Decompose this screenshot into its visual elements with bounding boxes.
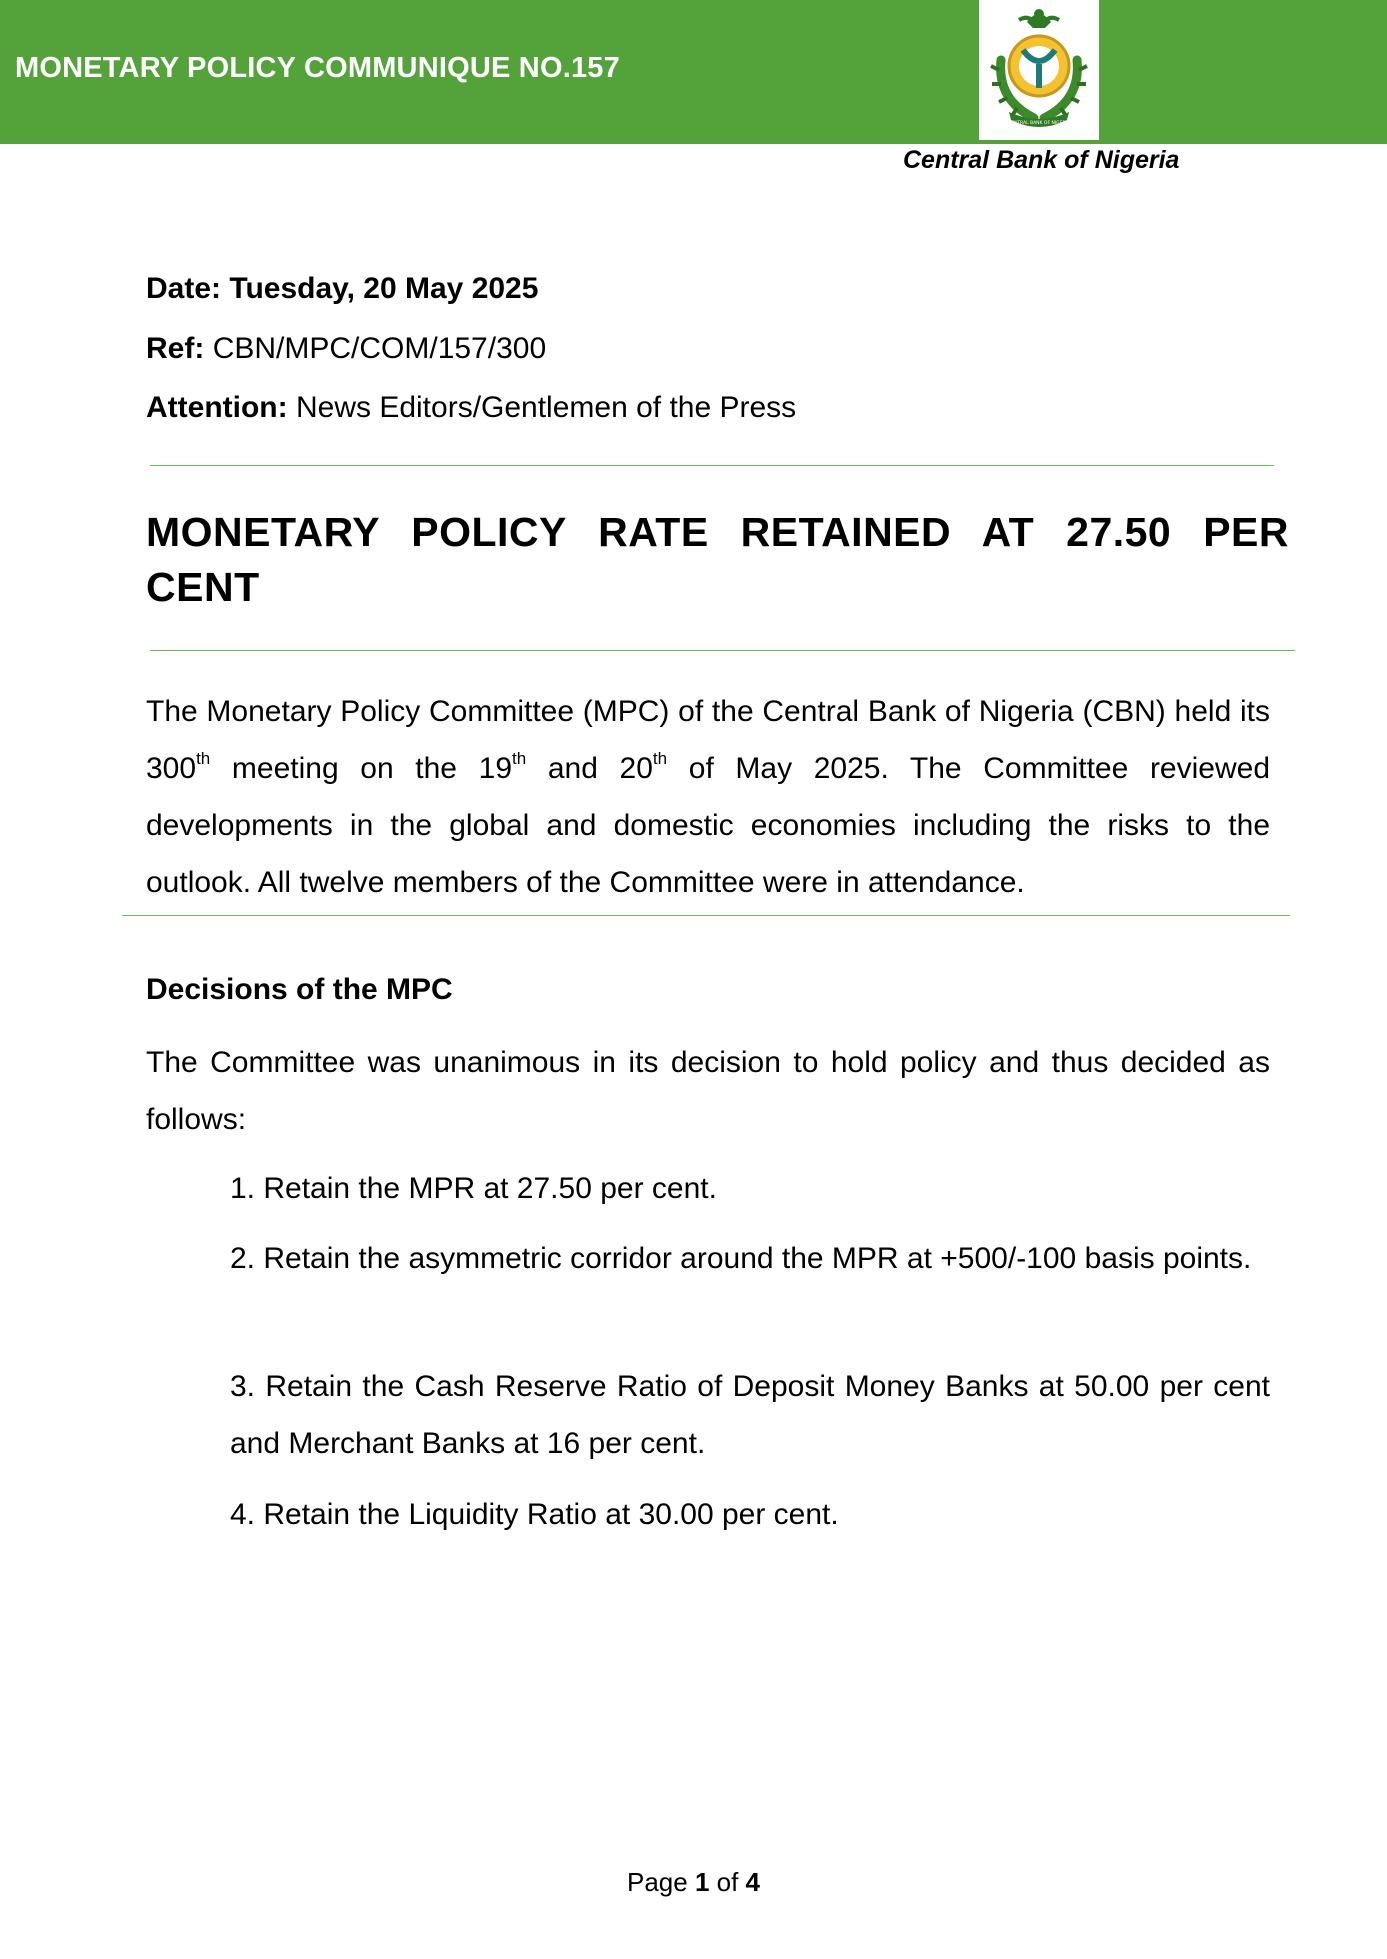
divider — [122, 915, 1290, 916]
header-bar — [0, 0, 1387, 144]
divider — [150, 465, 1274, 466]
decisions-intro: The Committee was unanimous in its decision to hold policy and thus decided as follows: — [146, 1046, 1270, 1136]
date-value: Tuesday, 20 May 2025 — [229, 272, 539, 305]
intro-paragraph — [146, 683, 1270, 911]
attention-value: News Editors/Gentlemen of the Press — [295, 391, 797, 424]
decision-item: 3. Retain the Cash Reserve Ratio of Deposit Money Banks at 50.00 per cent and Merchant Banks at 16 per cent. — [230, 1370, 1270, 1460]
decisions-title: Decisions of the MPC — [146, 973, 453, 1006]
ordinal-suffix: th — [512, 749, 527, 768]
divider — [150, 650, 1295, 651]
decision-item: 2. Retain the asymmetric corridor around the MPR at +500/-100 basis points. — [230, 1242, 1252, 1275]
communique-title: MONETARY POLICY COMMUNIQUE NO.157 — [15, 52, 620, 84]
cbn-logo — [979, 0, 1099, 140]
page-total: 4 — [745, 1867, 761, 1897]
intro-text: meeting on the 19 — [210, 752, 513, 785]
decision-item: 1. Retain the MPR at 27.50 per cent. — [230, 1172, 717, 1205]
intro-text: of May 2025. The Committee reviewed developments in the global and domestic economies including the risks to the outlook. All twelve members of the Committee were in attendance. — [146, 752, 1270, 899]
intro-text: and 20 — [526, 752, 653, 785]
ordinal-suffix: th — [652, 749, 668, 768]
date-line — [146, 272, 538, 306]
page-current: 1 — [694, 1867, 710, 1897]
cbn-crest-icon — [979, 0, 1099, 140]
attention-line — [146, 391, 796, 425]
ordinal-suffix: th — [196, 749, 211, 768]
logo-lettering: CENTRAL BANK OF NIGERIA — [1007, 121, 1071, 126]
ref-label: Ref: — [146, 332, 205, 365]
attention-label: Attention: — [146, 391, 288, 424]
date-label: Date: — [146, 272, 222, 305]
ref-value: CBN/MPC/COM/157/300 — [212, 332, 547, 365]
page-prefix: Page — [626, 1867, 695, 1897]
bank-name: Central Bank of Nigeria — [903, 146, 1180, 174]
decision-item: 4. Retain the Liquidity Ratio at 30.00 per cent. — [230, 1498, 839, 1531]
page-mid: of — [709, 1867, 746, 1897]
intro-text: The Monetary Policy Committee (MPC) of the Central Bank of Nigeria (CBN) held its 300 — [146, 695, 1270, 785]
ref-line — [146, 332, 546, 366]
page-number — [0, 1867, 1387, 1898]
headline: MONETARY POLICY RATE RETAINED AT 27.50 PER CENT — [146, 509, 1289, 610]
